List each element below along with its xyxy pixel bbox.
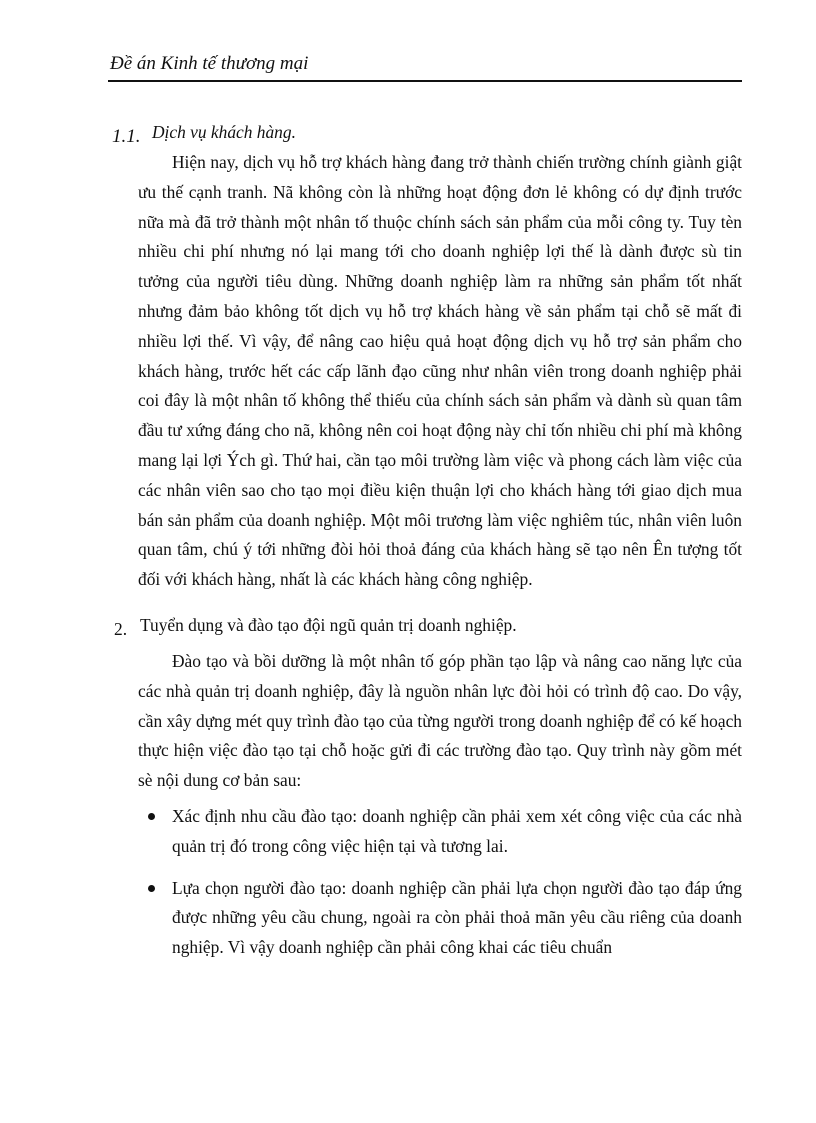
section-2-bullet-list — [112, 802, 742, 963]
section-2-paragraph-block — [112, 647, 742, 796]
bullet-item — [172, 802, 742, 862]
section-1-1-paragraph: Hiện nay, dịch vụ hỗ trợ khách hàng đang trở thành chiến trường chính giành giật ưu thế cạnh tranh. Nã không còn là những hoạt động đơn lẻ không có dự định trước nữa mà đã trở thành một nhân tố thuộc chính sách sản phẩm của mỗi công ty. Tuy tèn nhiều chi phí nhưng nó lại mang tới cho doanh nghiệp lợi thế là dành được sù tin tưởng của người tiêu dùng. Những doanh nghiệp làm ra những sản phẩm tốt nhất nhưng đảm bảo không tốt dịch vụ hỗ trợ khách hàng về sản phẩm tại chỗ sẽ mất đi nhiều lợi thế. Vì vậy, để nâng cao hiệu quả hoạt động dịch vụ hỗ trợ sản phẩm cho khách hàng, trước hết các cấp lãnh đạo cũng như nhân viên trong doanh nghiệp phải coi đây là một nhân tố không thể thiếu của chính sách sản phẩm và dành sù quan tâm đầu tư xứng đáng cho nã, không nên coi hoạt động này chỉ tốn nhiều chi phí mà không mang lại lợi Ých gì. Thứ hai, cần tạo môi trường làm việc và phong cách làm việc của các nhân viên sao cho tạo mọi điều kiện thuận lợi cho khách hàng tới giao dịch mua bán sản phẩm của doanh nghiệp. Một môi trương làm việc nghiêm túc, nhân viên luôn quan tâm, chú ý tới những đòi hỏi thoả đáng của khách hàng sẽ tạo nên Ên tượng tốt đối với khách hàng, nhất là các khách hàng công nghiệp. — [138, 152, 742, 590]
section-1-1-heading — [112, 118, 742, 148]
section-1-1-title: Dịch vụ khách hàng. — [152, 122, 296, 142]
bullet-item — [172, 874, 742, 963]
section-1-1-number: 1.1. — [112, 126, 141, 147]
bullet-dot-icon — [148, 813, 155, 820]
section-2-paragraph: Đào tạo và bồi dưỡng là một nhân tố góp phần tạo lập và nâng cao năng lực của các nhà quản trị doanh nghiệp, đây là nguồn nhân lực đòi hỏi có trình độ cao. Do vậy, cần xây dựng mét quy trình đào tạo của từng người trong doanh nghiệp để có kế hoạch thực hiện việc đào tạo tại chỗ hoặc gửi đi các trường đào tạo. Quy trình này gồm mét sè nội dung cơ bản sau: — [138, 650, 742, 791]
bullet-dot-icon — [148, 885, 155, 892]
header-title: Đề án Kinh tế thương mại — [110, 53, 309, 74]
section-2-heading — [112, 611, 742, 641]
section-1-1-paragraph-block — [112, 148, 742, 595]
section-2-number: 2. — [114, 618, 128, 639]
bullet-text: Xác định nhu cầu đào tạo: doanh nghiệp cần phải xem xét công việc của các nhà quản trị đó trong công việc hiện tại và tương lai. — [172, 805, 742, 856]
bullet-text: Lựa chọn người đào tạo: doanh nghiệp cần phải lựa chọn người đào tạo đáp ứng được những yêu cầu chung, ngoài ra còn phải thoả mãn yêu cầu riêng của doanh nghiệp. Vì vậy doanh nghiệp cần phải công khai các tiêu chuẩn — [172, 877, 742, 958]
page-header — [108, 50, 742, 82]
section-2-title: Tuyển dụng và đào tạo đội ngũ quản trị doanh nghiệp. — [140, 614, 517, 635]
document-body — [112, 118, 742, 975]
